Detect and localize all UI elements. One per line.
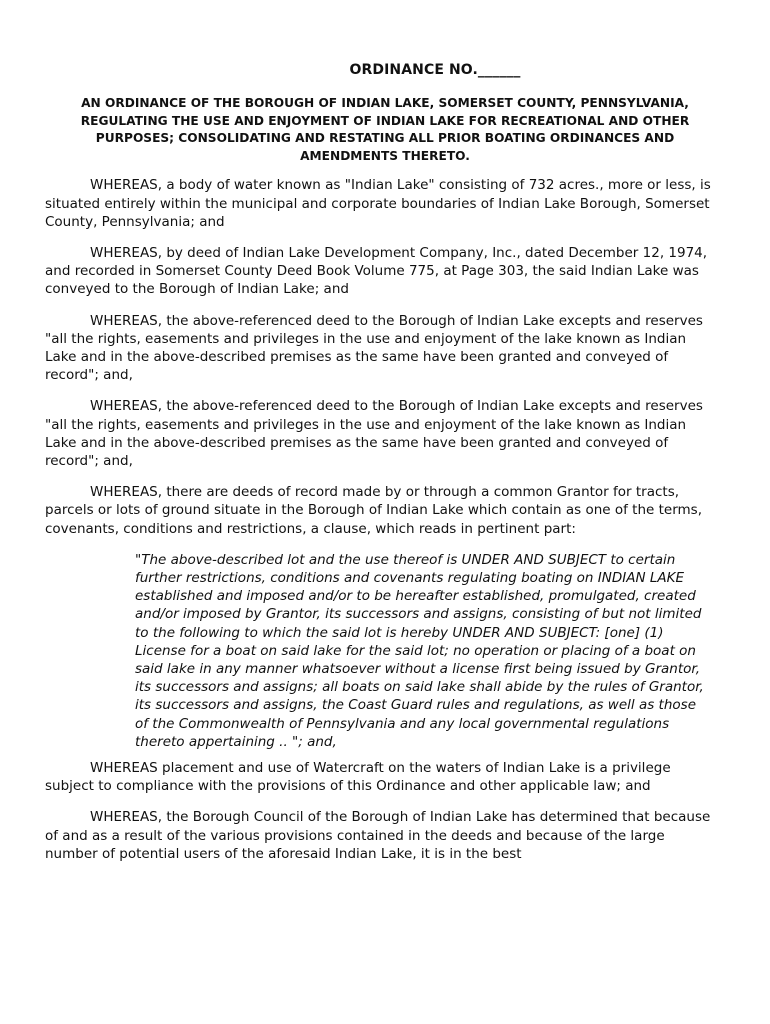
whereas-paragraph-6: WHEREAS placement and use of Watercraft on the waters of Indian Lake is a privilege subject to compliance with the provisions of this Ordinance and other applicable law; and (45, 760, 671, 795)
whereas-paragraph-4: WHEREAS, the above-referenced deed to the Borough of Indian Lake excepts and reserves "all the rights, easements and privileges in the use and enjoyment of the lake known as Indian Lake and in the above-described premises as the same have been granted and conveyed of record"; and, (45, 398, 703, 470)
document-page (45, 58, 725, 876)
whereas-paragraph-5: WHEREAS, there are deeds of record made by or through a common Grantor for tracts, parcels or lots of ground situate in the Borough of Indian Lake which contain as one of the terms, covenants, conditions and restrictions, a clause, which reads in pertinent part: (45, 484, 703, 537)
ordinance-title: ORDINANCE NO.______ (349, 62, 521, 78)
whereas-paragraph-3: WHEREAS, the above-referenced deed to the Borough of Indian Lake excepts and reserves "all the rights, easements and privileges in the use and enjoyment of the lake known as Indian Lake and in the above-described premises as the same have been granted and conveyed of record"; and, (45, 312, 703, 384)
whereas-paragraph-7: WHEREAS, the Borough Council of the Borough of Indian Lake has determined that because of and as a result of the various provisions contained in the deeds and because of the large number of potential users of the aforesaid Indian Lake, it is in the best (45, 809, 711, 862)
ordinance-heading: AN ORDINANCE OF THE BOROUGH OF INDIAN LAKE, SOMERSET COUNTY, PENNSYLVANIA, REGULATING THE USE AND ENJOYMENT OF INDIAN LAKE FOR RECREATIONAL AND OTHER PURPOSES; CONSOLIDATING AND RESTATING ALL PRIOR BOATING ORDINANCES AND AMENDMENTS THERETO. (80, 96, 690, 163)
deed-clause-quote: "The above-described lot and the use thereof is UNDER AND SUBJECT to certain further restrictions, conditions and covenants regulating boating on INDIAN LAKE established and imposed and/or to be hereafter established, promulgated, created and/or imposed by Grantor, its successors and assigns, consisting of but not limited to the following to which the said lot is hereby UNDER AND SUBJECT: [one] (1) License for a boat on said lake for the said lot; no operation or placing of a boat on said lake in any manner whatsoever without a license first being issued by Grantor, its successors and assigns; all boats on said lake shall abide by the rules of Grantor, its successors and assigns, the Coast Guard rules and regulations, as well as those of the Commonwealth of Pennsylvania and any local governmental regulations thereto appertaining .. "; and, (135, 551, 704, 750)
whereas-paragraph-2: WHEREAS, by deed of Indian Lake Development Company, Inc., dated December 12, 1974, and recorded in Somerset County Deed Book Volume 775, at Page 303, the said Indian Lake was conveyed to the Borough of Indian Lake; and (45, 244, 708, 298)
whereas-paragraph-1: WHEREAS, a body of water known as "Indian Lake" consisting of 732 acres., more or less, is situated entirely within the municipal and corporate boundaries of Indian Lake Borough, Somerset County, Pennsylvania; and (45, 177, 711, 230)
